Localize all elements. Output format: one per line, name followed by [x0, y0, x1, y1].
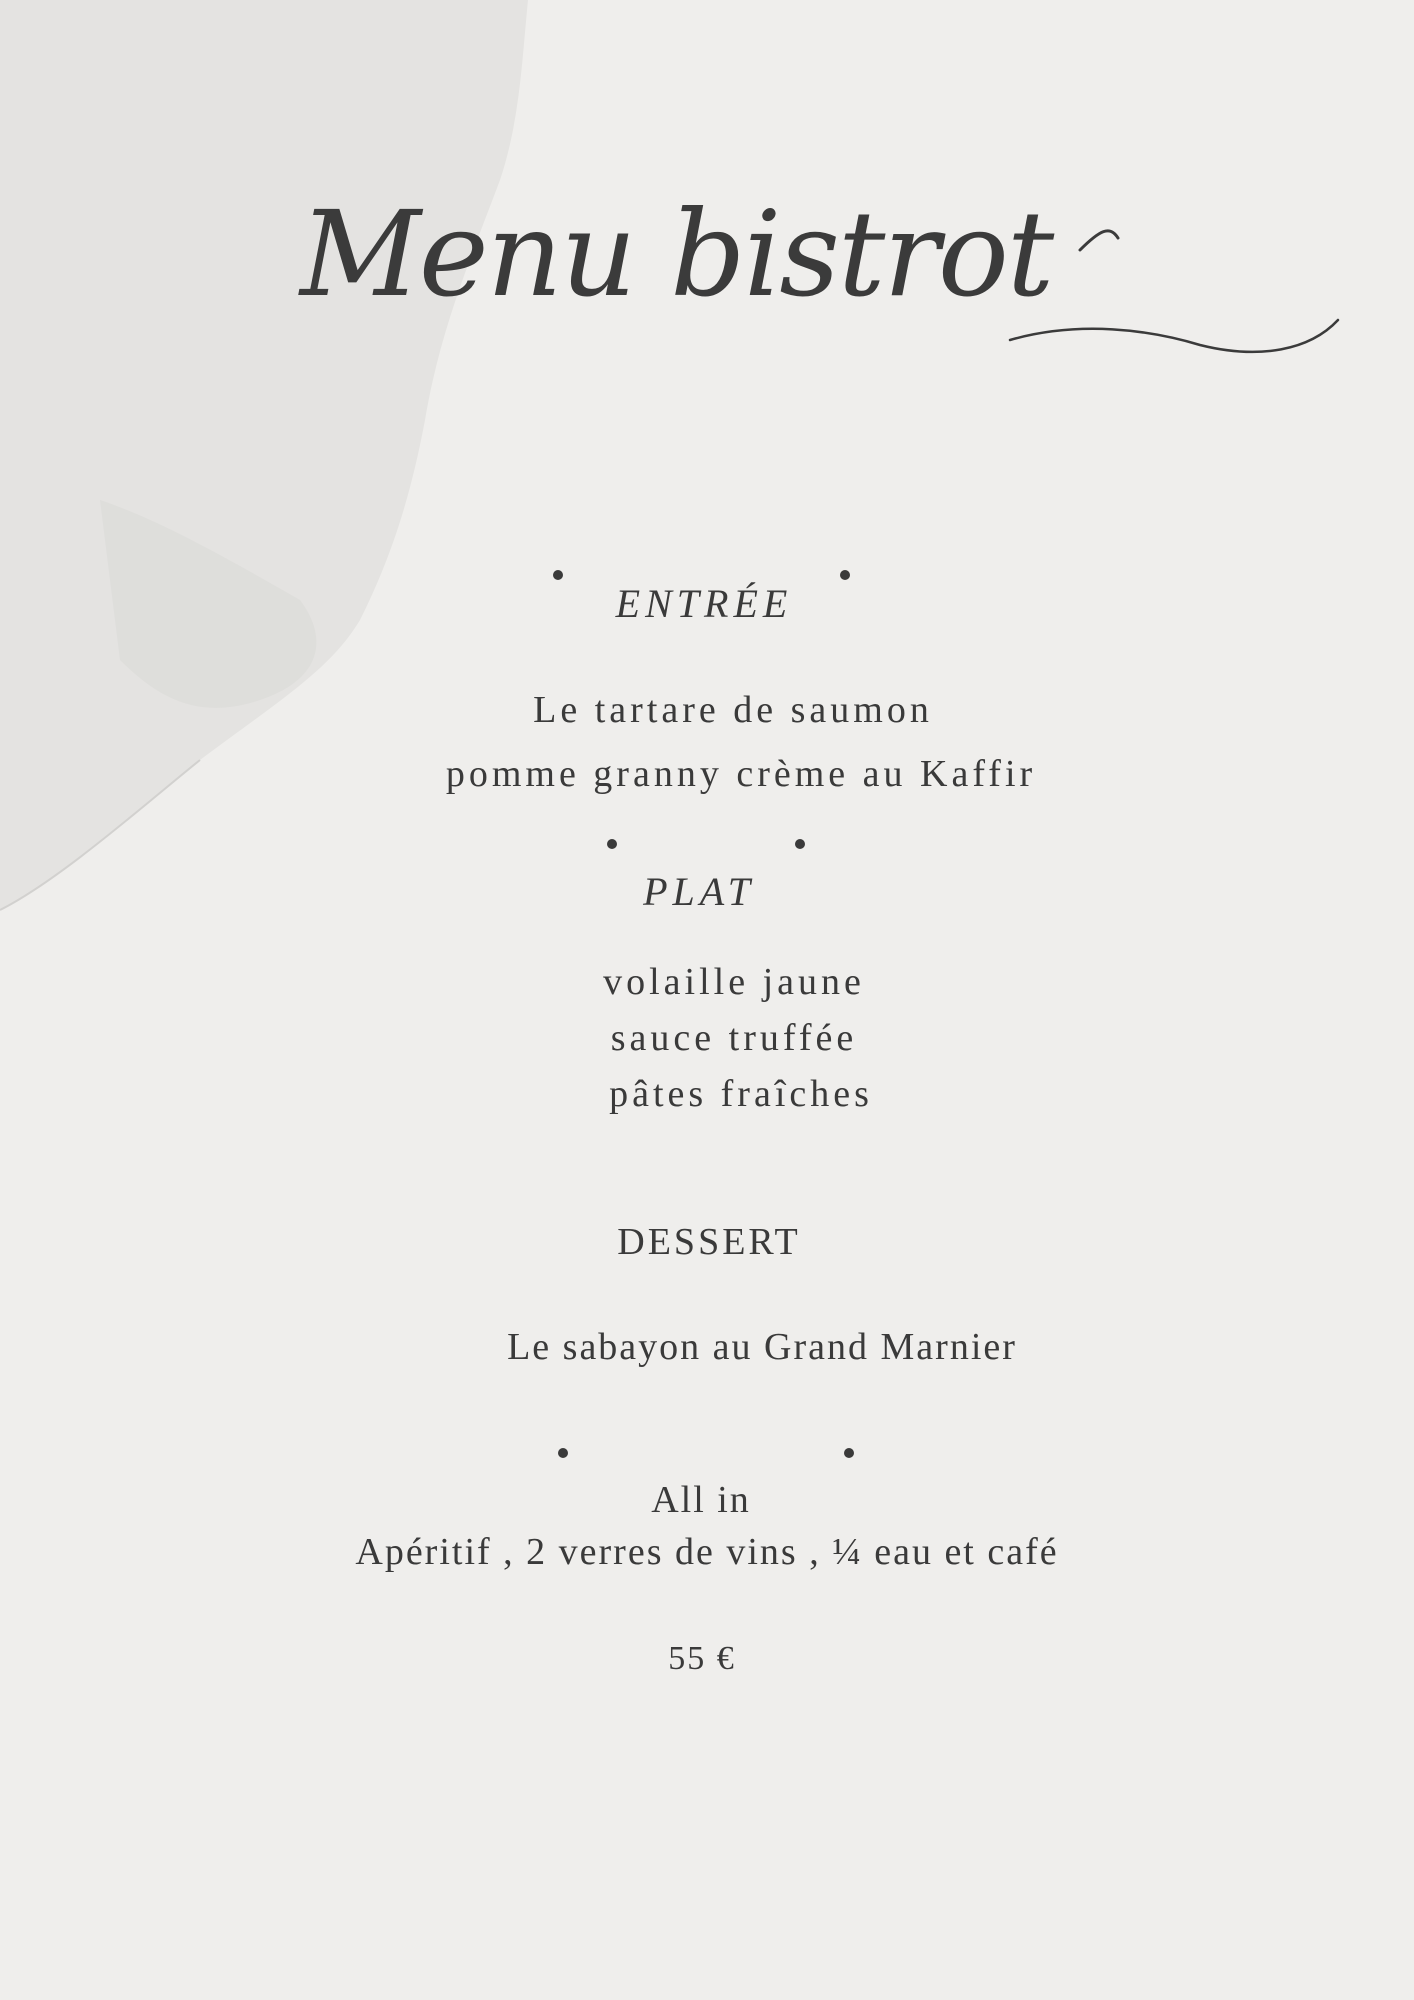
divider-dot-icon	[607, 839, 617, 849]
divider-dot-icon	[844, 1448, 854, 1458]
divider-dot-icon	[558, 1448, 568, 1458]
plat-line-3: pâtes fraîches	[609, 1073, 873, 1115]
plat-line-1: volaille jaune	[603, 961, 865, 1003]
dessert-line-1: Le sabayon au Grand Marnier	[507, 1326, 1017, 1368]
dessert-heading: DESSERT	[617, 1221, 801, 1263]
divider-dot-icon	[840, 570, 850, 580]
formula-title: All in	[651, 1479, 751, 1521]
plat-heading: PLAT	[643, 869, 755, 914]
price-label: 55 €	[668, 1640, 736, 1677]
entree-heading: ENTRÉE	[615, 581, 793, 626]
plat-line-2: sauce truffée	[610, 1017, 858, 1059]
entree-line-2: pomme granny crème au Kaffir	[445, 753, 1037, 795]
page-title: Menu bistrot	[300, 185, 1053, 323]
title-flourish-icon	[0, 0, 1414, 400]
divider-dot-icon	[795, 839, 805, 849]
formula-details: Apéritif , 2 verres de vins , ¼ eau et café	[355, 1531, 1059, 1573]
entree-line-1: Le tartare de saumon	[533, 689, 933, 731]
divider-dot-icon	[553, 570, 563, 580]
